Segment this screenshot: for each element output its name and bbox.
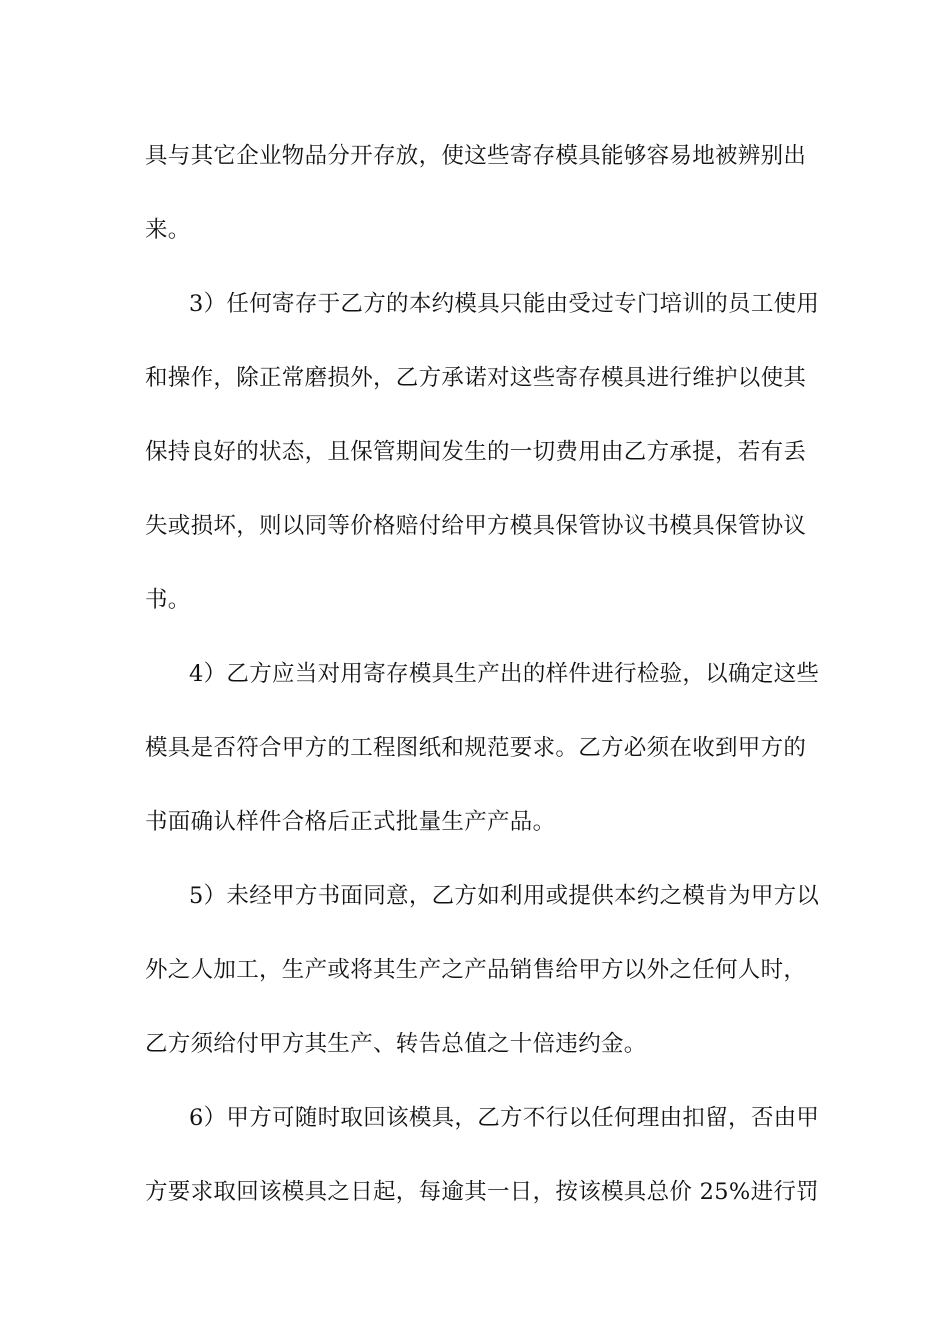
text-line: 书。 xyxy=(145,587,191,613)
text-line: 外之人加工，生产或将其生产之产品销售给甲方以外之任何人时， xyxy=(145,957,807,983)
text-line: 失或损坏，则以同等价格赔付给甲方模具保管协议书模具保管协议 xyxy=(145,513,807,539)
paragraph-5-start: 5）未经甲方书面同意，乙方如利用或提供本约之模肯为甲方以 xyxy=(189,883,820,909)
paragraph-3-start: 3）任何寄存于乙方的本约模具只能由受过专门培训的员工使用 xyxy=(189,291,820,317)
text-line: 具与其它企业物品分开存放，使这些寄存模具能够容易地被辨别出 xyxy=(145,143,807,169)
text-line: 和操作，除正常磨损外，乙方承诺对这些寄存模具进行维护以使其 xyxy=(145,365,807,391)
text-line: 保持良好的状态，且保管期间发生的一切费用由乙方承提，若有丢 xyxy=(145,439,807,465)
text-line: 书面确认样件合格后正式批量生产产品。 xyxy=(145,809,556,835)
text-line: 模具是否符合甲方的工程图纸和规范要求。乙方必须在收到甲方的 xyxy=(145,735,807,761)
text-line: 方要求取回该模具之日起，每逾其一日，按该模具总价 25%进行罚 xyxy=(145,1179,819,1205)
paragraph-4-start: 4）乙方应当对用寄存模具生产出的样件进行检验，以确定这些 xyxy=(189,661,820,687)
paragraph-6-start: 6）甲方可随时取回该模具，乙方不行以任何理由扣留，否由甲 xyxy=(189,1105,820,1131)
text-line: 乙方须给付甲方其生产、转告总值之十倍违约金。 xyxy=(145,1031,647,1057)
text-line: 来。 xyxy=(145,217,191,243)
